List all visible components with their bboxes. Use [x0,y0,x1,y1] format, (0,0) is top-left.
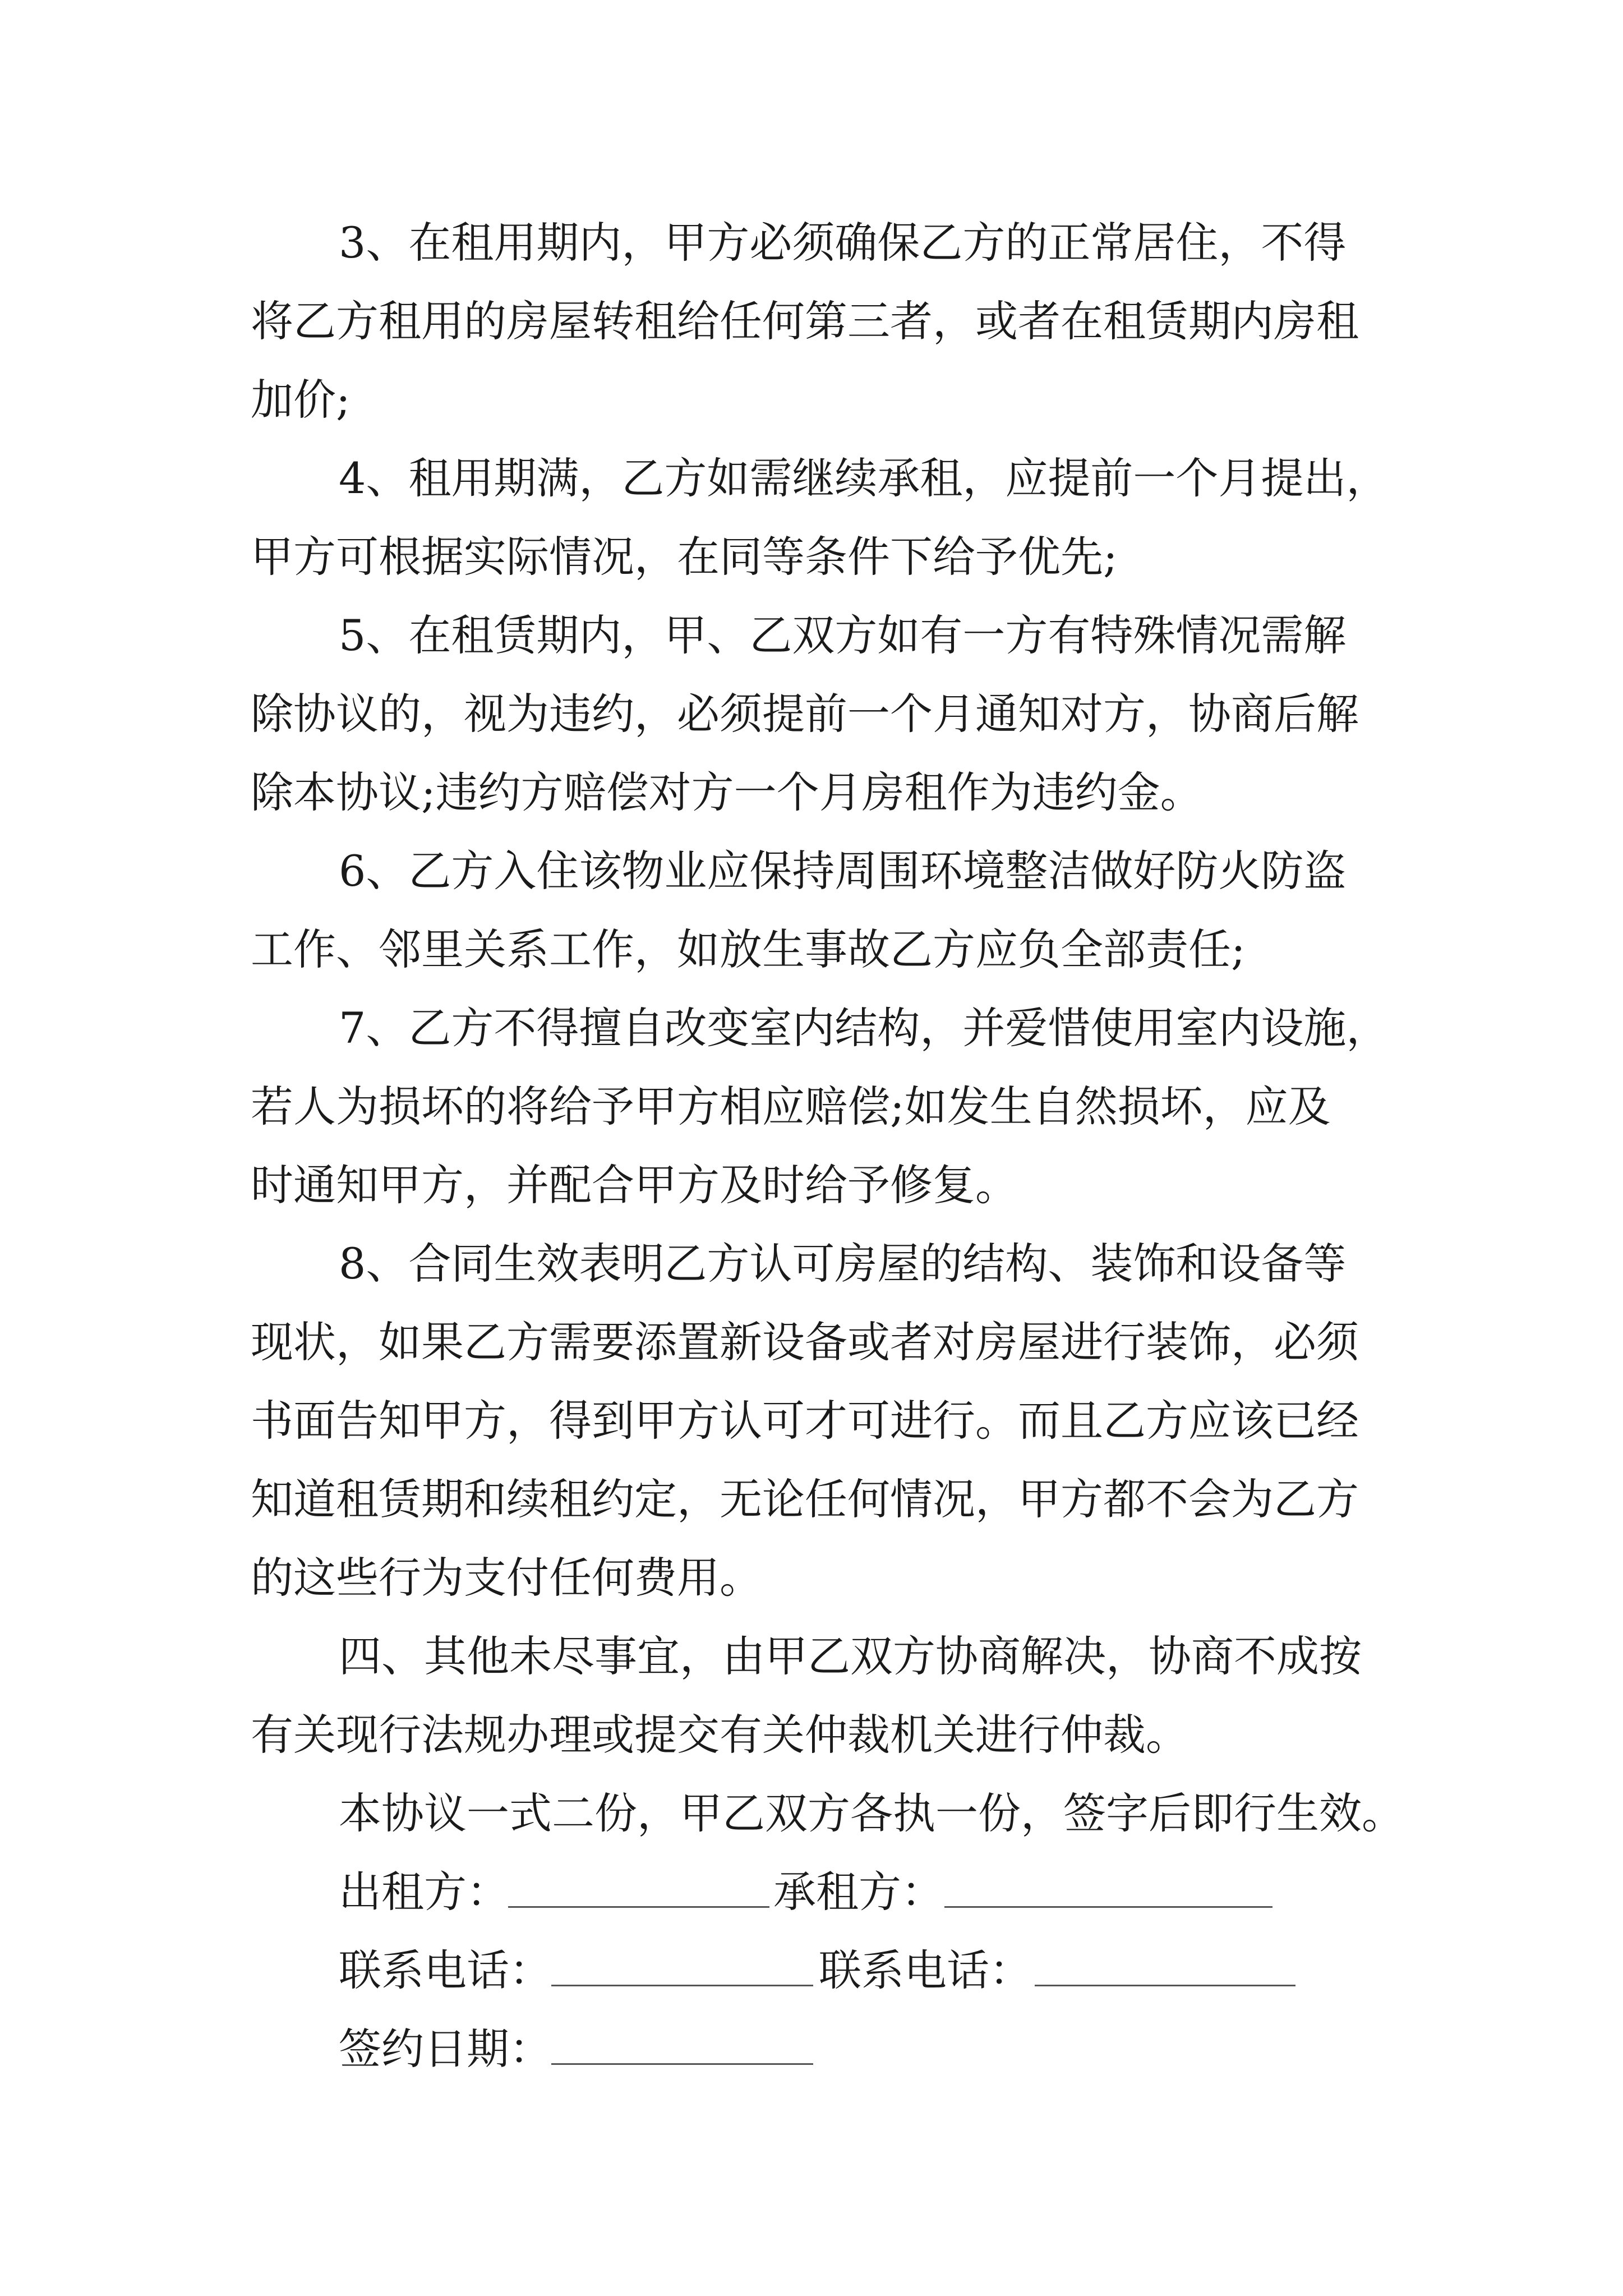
date-blank[interactable] [551,2007,813,2065]
lessee-phone-blank[interactable] [1035,1929,1295,1986]
clause-5-line-2: 除协议的，视为违约，必须提前一个月通知对方，协商后解 [251,689,1359,739]
clause-7-line-2: 若人为损坏的将给予甲方相应赔偿;如发生自然损坏，应及 [251,1082,1331,1131]
clause-8-line-5: 的这些行为支付任何费用。 [251,1553,762,1603]
signature-row-phones [0,1929,1623,2013]
lessor-phone-label: 联系电话： [339,1945,552,1995]
clause-3-line-2: 将乙方租用的房屋转租给任何第三者，或者在租赁期内房租 [251,296,1359,346]
clause-6-line-1: 6、乙方入住该物业应保持周围环境整洁做好防火防盗 [339,846,1347,896]
lessee-blank[interactable] [944,1850,1272,1908]
lessee-phone-label: 联系电话： [819,1945,1032,1995]
clause-3-line-1: 3、在租用期内，甲方必须确保乙方的正常居住，不得 [339,218,1347,268]
section-4-line-1: 四、其他未尽事宜，由甲乙双方协商解决，协商不成按 [339,1631,1362,1681]
clause-8-line-3: 书面告知甲方，得到甲方认可才可进行。而且乙方应该已经 [251,1396,1359,1446]
clause-7-line-3: 时通知甲方，并配合甲方及时给予修复。 [251,1160,1018,1210]
clause-3-line-3: 加价; [251,375,351,425]
lessor-blank[interactable] [508,1850,769,1908]
signature-row-parties [0,1850,1623,1934]
section-4-line-2: 有关现行法规办理或提交有关仲裁机关进行仲裁。 [251,1710,1188,1760]
clause-7-line-1: 7、乙方不得擅自改变室内结构，并爱惜使用室内设施， [339,1003,1389,1053]
clause-5-line-1: 5、在租赁期内，甲、乙双方如有一方有特殊情况需解 [339,610,1347,660]
lessee-label: 承租方： [773,1867,944,1917]
lessor-label: 出租方： [339,1867,509,1917]
clause-6-line-2: 工作、邻里关系工作，如放生事故乙方应负全部责任; [251,924,1246,974]
signature-row-date [0,2007,1623,2091]
clause-8-line-4: 知道租赁期和续租约定，无论任何情况，甲方都不会为乙方 [251,1474,1359,1524]
closing-line: 本协议一式二份，甲乙双方各执一份，签字后即行生效。 [339,1788,1404,1838]
clause-8-line-1: 8、合同生效表明乙方认可房屋的结构、装饰和设备等 [339,1239,1347,1289]
clause-4-line-2: 甲方可根据实际情况，在同等条件下给予优先; [251,532,1118,582]
date-label: 签约日期： [339,2024,552,2074]
clause-8-line-2: 现状，如果乙方需要添置新设备或者对房屋进行装饰，必须 [251,1317,1359,1367]
clause-4-line-1: 4、租用期满，乙方如需继续承租，应提前一个月提出， [339,453,1389,503]
lessor-phone-blank[interactable] [551,1929,813,1986]
clause-5-line-3: 除本协议;违约方赔偿对方一个月房租作为违约金。 [251,767,1203,817]
